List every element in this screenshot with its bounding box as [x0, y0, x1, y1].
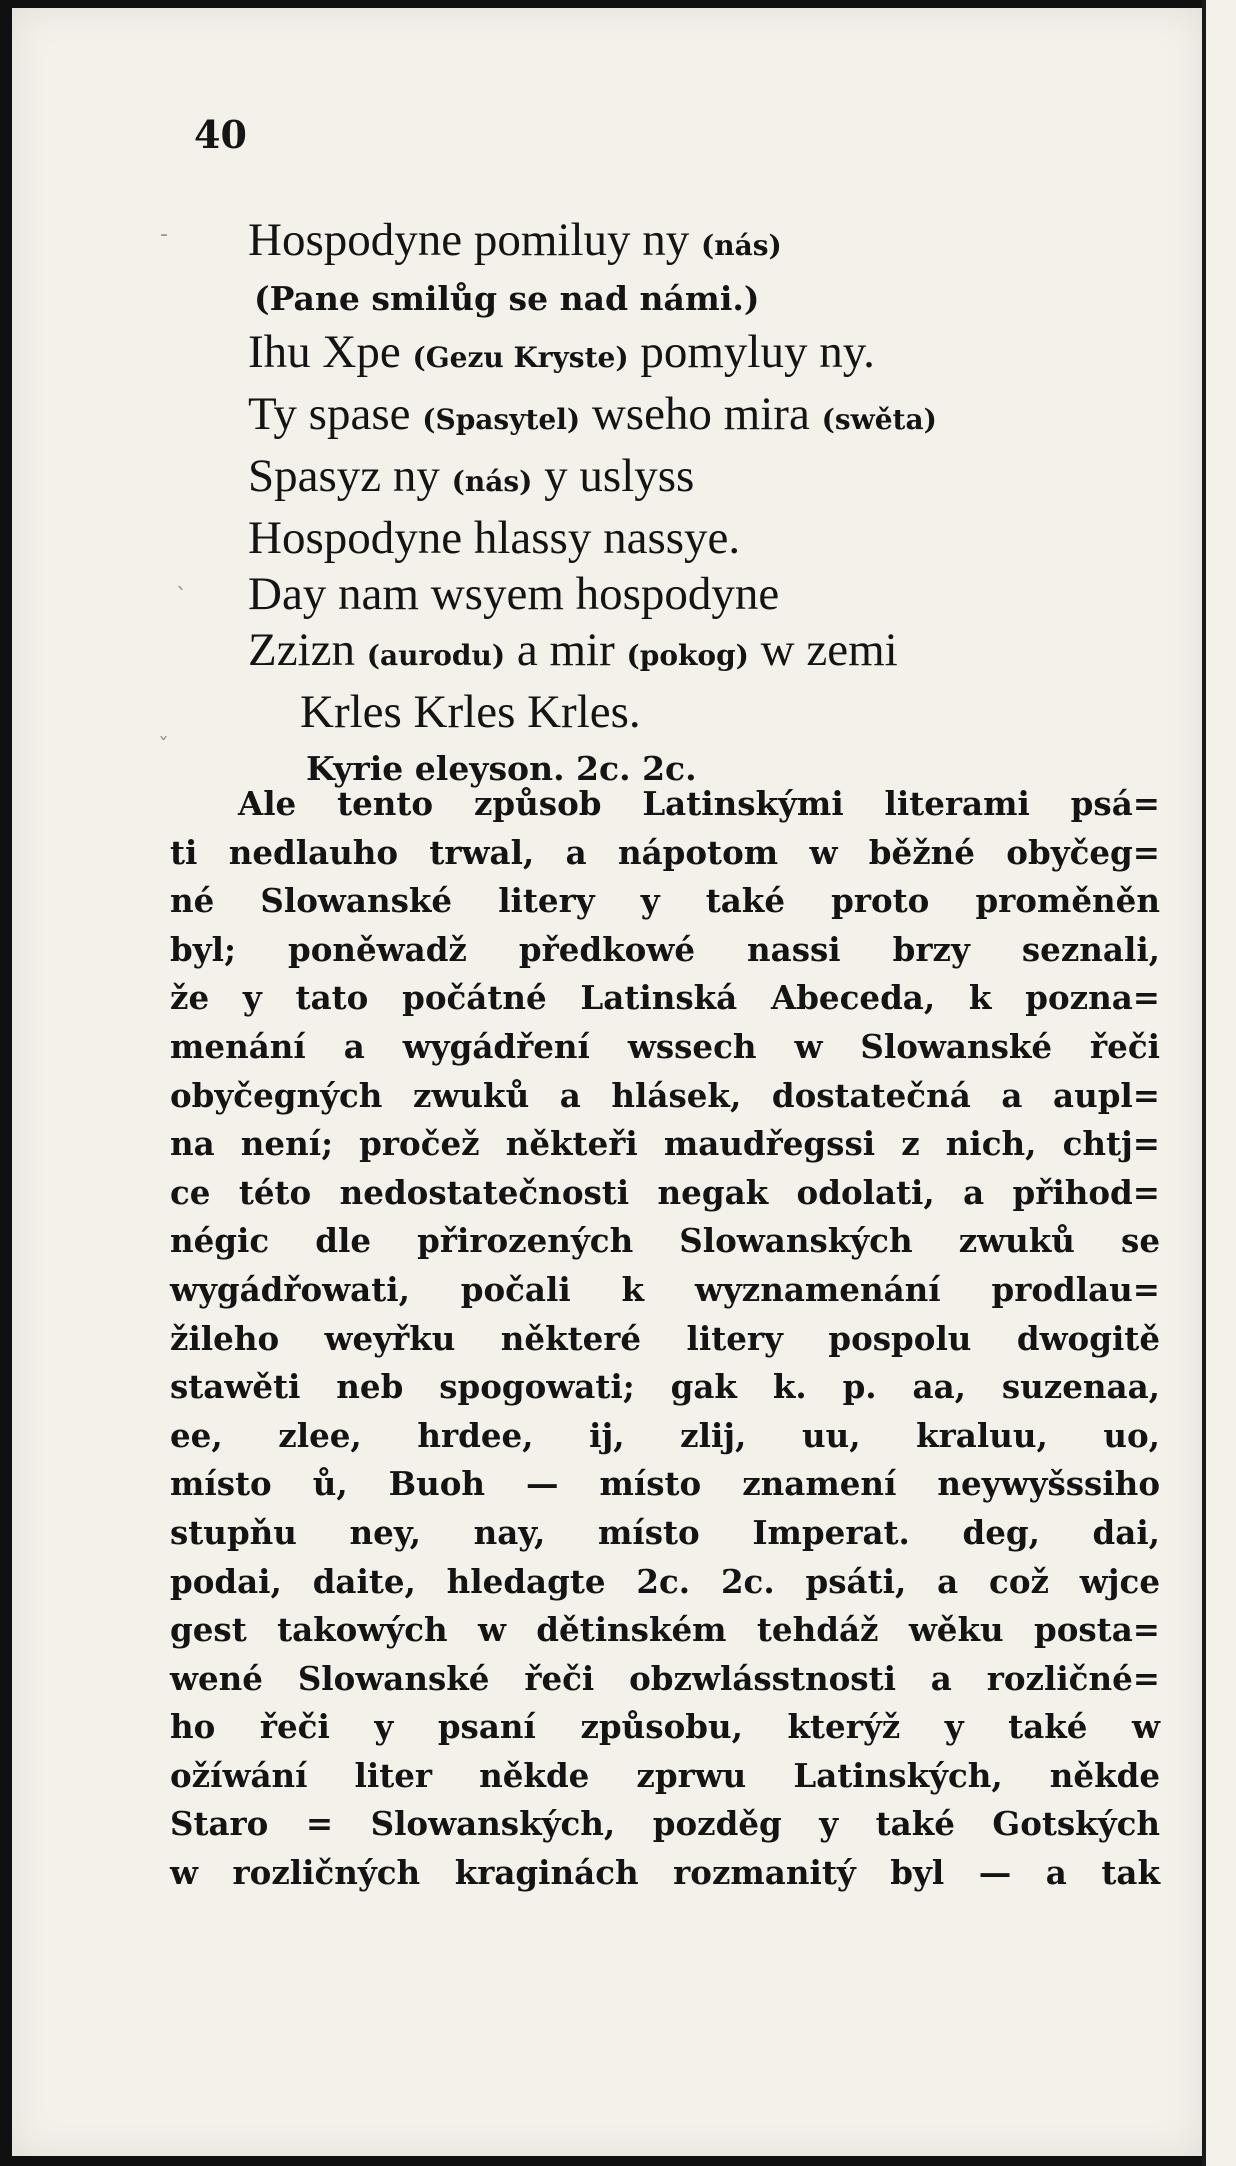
prayer-line [248, 386, 1148, 448]
prayer-line [248, 448, 1148, 510]
prayer-text: Krles Krles Krles. [300, 686, 641, 738]
gloss-text: (aurodu) [366, 639, 506, 672]
paragraph-line: žileho weyřku některé litery pospolu dwogitě [170, 1318, 1160, 1358]
prayer-text: Day nam wsyem hospodyne [248, 568, 780, 620]
prayer-line [248, 622, 1148, 684]
paragraph-line: négic dle přirozených Slowanských zwuků se [170, 1221, 1160, 1261]
paragraph-line: byl; poněwadž předkowé nassi brzy seznali, [170, 929, 1160, 969]
paragraph-line: ho řeči y psaní způsobu, kterýž y také w [170, 1707, 1160, 1747]
gloss-line: (Pane smilůg se nad námi.) [254, 279, 760, 318]
prayer-text: y uslyss [532, 450, 695, 502]
prayer-line [248, 212, 1148, 274]
prayer-line [248, 324, 1148, 386]
prayer-text: Ty spase [248, 388, 423, 440]
prayer-text: pomyluy ny. [628, 326, 875, 378]
prayer-text: Hospodyne pomiluy ny [248, 214, 702, 266]
paragraph-line: stawěti neb spogowati; gak k. p. aa, suzenaa, [170, 1367, 1160, 1407]
paragraph-line: wygádřowati, počali k wyznamenání prodlau= [170, 1269, 1160, 1309]
page-number: 40 [194, 112, 247, 157]
prayer-text: Hospodyne hlassy nassye. [248, 512, 741, 564]
prayer-text: a mir [505, 624, 627, 676]
paragraph-line: gest takowých w dětinském tehdáž wěku posta= [170, 1610, 1160, 1650]
paragraph-line: né Slowanské litery y také proto proměněn [170, 881, 1160, 921]
gloss-text: (nás) [701, 229, 782, 262]
facing-page-edge [1202, 0, 1236, 2166]
prayer-text: Zzizn [248, 624, 367, 676]
gloss-text: (pokog) [626, 639, 749, 672]
paragraph-line: místo ů, Buoh — místo znamení neywyšssiho [170, 1464, 1160, 1504]
prayer-line [248, 566, 1148, 622]
body-paragraph [170, 780, 1160, 1898]
paragraph-line: stupňu ney, nay, místo Imperat. deg, dai, [170, 1512, 1160, 1552]
prayer-text: Ihu Xpe [248, 326, 413, 378]
paragraph-line: obyčegných zwuků a hlásek, dostatečná a aupl= [170, 1075, 1160, 1115]
paragraph-line: ti nedlauho trwal, a nápotom w běžné obyčeg= [170, 832, 1160, 872]
prayer-block [248, 212, 1148, 798]
paragraph-line: podai, daite, hledagte 2c. 2c. psáti, a což wjce [170, 1561, 1160, 1601]
margin-smudge: - [160, 222, 168, 247]
prayer-line [248, 510, 1148, 566]
prayer-line [300, 684, 1148, 740]
paragraph-line: Staro = Slowanských, pozděg y také Gotských [170, 1804, 1160, 1844]
paragraph-line: ce této nedostatečnosti negak odolati, a přihod= [170, 1172, 1160, 1212]
paragraph-line: wené Slowanské řeči obzwlásstnosti a rozličné= [170, 1658, 1160, 1698]
paragraph-line: ee, zlee, hrdee, ij, zlij, uu, kraluu, uo, [170, 1415, 1160, 1455]
margin-smudge: ` [176, 585, 187, 610]
paragraph-line: Ale tento způsob Latinskými literami psá= [238, 784, 1160, 823]
kyrie-line: Kyrie eleyson. 2c. 2c. [306, 749, 697, 788]
margin-smudge: ˇ [158, 735, 169, 760]
gloss-text: (Gezu Kryste) [412, 341, 629, 374]
paragraph-line: ožíwání liter někde zprwu Latinských, někde [170, 1755, 1160, 1795]
prayer-text: Spasyz ny [248, 450, 452, 502]
gloss-text: (Spasytel) [422, 403, 581, 436]
paragraph-line: w rozličných kraginách rozmanitý byl — a tak [170, 1853, 1160, 1893]
gloss-text: (swěta) [821, 403, 937, 436]
gloss-text: (nás) [451, 465, 533, 498]
paragraph-line: menání a wygádření wssech w Slowanské řeči [170, 1026, 1160, 1066]
prayer-text: wseho mira [580, 388, 822, 440]
paragraph-line: na není; pročež někteři maudřegssi z nich, chtj= [170, 1124, 1160, 1164]
prayer-text: w zemi [748, 624, 898, 676]
paragraph-line: že y tato počátné Latinská Abeceda, k pozna= [170, 978, 1160, 1018]
